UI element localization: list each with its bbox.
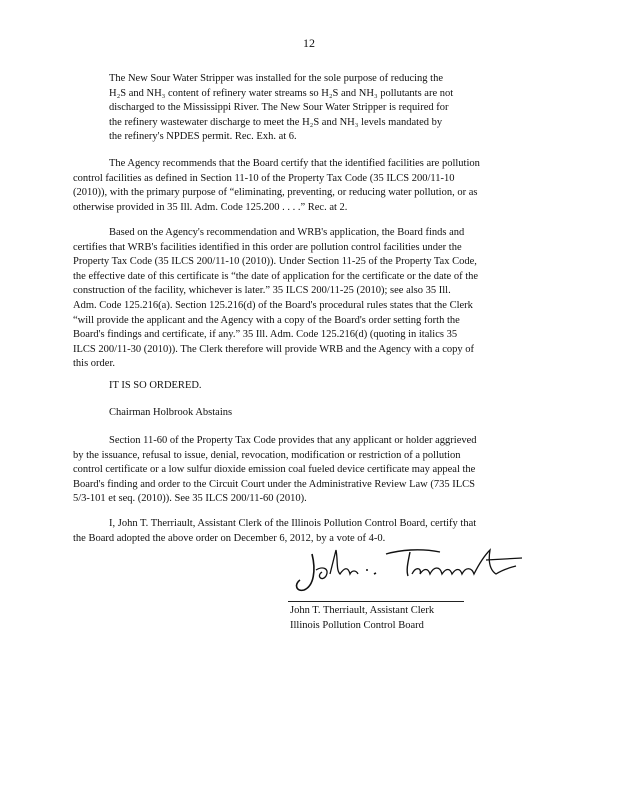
text-line: The Agency recommends that the Board certify that the identified facilities are pollution (109, 158, 480, 169)
signature-block (290, 604, 434, 633)
text-line: control facilities as defined in Section 11-10 of the Property Tax Code (35 ILCS 200/11-10 (73, 172, 455, 184)
text-line: the refinery wastewater discharge to meet the H₂S and NH₃ levels mandated by (109, 116, 443, 128)
text-line: Board's finding and order to the Circuit Court under the Administrative Review Law (735 ILCS (73, 478, 475, 490)
text-line: H₂S and NH₃ content of refinery water streams so H₂S and NH₃ pollutants are not (109, 87, 454, 99)
text-line: otherwise provided in 35 Ill. Adm. Code 125.200 . . . .” Rec. at 2. (73, 201, 348, 213)
text-line: discharged to the Mississippi River. The New Sour Water Stripper is required for (109, 102, 449, 114)
signatory-organization: Illinois Pollution Control Board (290, 619, 424, 631)
text-line: Section 11-60 of the Property Tax Code provides that any applicant or holder aggrieved (109, 435, 477, 446)
text-line: this order. (73, 358, 115, 370)
text-line: ILCS 200/11-30 (2010)). The Clerk therefore will provide WRB and the Agency with a copy of (73, 343, 475, 355)
text-line: by the issuance, refusal to issue, denial, revocation, modification or restriction of a pollution (73, 449, 461, 461)
signature-line (288, 601, 464, 602)
text-line: 5/3-101 et seq. (2010)). See 35 ILCS 200/11-60 (2010). (73, 493, 307, 505)
paragraph-appeal-rights (73, 434, 539, 507)
text-line: Board's findings and certificate, if any.” 35 Ill. Adm. Code 125.216(d) (quoting in italics 35 (73, 329, 458, 341)
text-line: Based on the Agency's recommendation and WRB's application, the Board finds and (109, 227, 465, 238)
paragraph-board-finds (73, 226, 539, 372)
chairman-abstains: Chairman Holbrook Abstains (109, 407, 233, 418)
text-line: construction of the facility, whichever is later.” 35 ILCS 200/11-25 (2010); see also 35 Ill. (73, 285, 451, 297)
text-line: Adm. Code 125.216(a). Section 125.216(d) of the Board's procedural rules states that the Clerk (73, 299, 473, 311)
text-line: Property Tax Code (35 ILCS 200/11-10 (2010)). Under Section 11-25 of the Property Tax Code, (73, 256, 477, 268)
signatory-name: John T. Therriault, Assistant Clerk (290, 605, 435, 616)
paragraph-sour-water-stripper (73, 72, 539, 145)
handwritten-signature (290, 540, 530, 600)
text-line: the Board adopted the above order on December 6, 2012, by a vote of 4-0. (73, 532, 386, 544)
text-line: the refinery's NPDES permit. Rec. Exh. at 6. (109, 131, 297, 143)
paragraph-agency-recommends (73, 157, 539, 215)
text-line: The New Sour Water Stripper was installed for the sole purpose of reducing the (109, 73, 443, 84)
so-ordered-heading: IT IS SO ORDERED. (109, 380, 202, 391)
page-number: 12 (303, 36, 315, 50)
text-line: I, John T. Therriault, Assistant Clerk of the Illinois Pollution Control Board, certify that (109, 518, 477, 529)
text-line: certifies that WRB's facilities identified in this order are pollution control facilities under the (73, 241, 462, 253)
text-line: the effective date of this certificate is “the date of application for the certificate or the date of the (73, 270, 479, 282)
text-line: control certificate or a low sulfur dioxide emission coal fueled device certificate may appeal the (73, 464, 476, 476)
text-line: “will provide the applicant and the Agency with a copy of the Board's order setting forth the (73, 314, 460, 326)
text-line: (2010)), with the primary purpose of “eliminating, preventing, or reducing water pollution, or as (73, 187, 478, 199)
